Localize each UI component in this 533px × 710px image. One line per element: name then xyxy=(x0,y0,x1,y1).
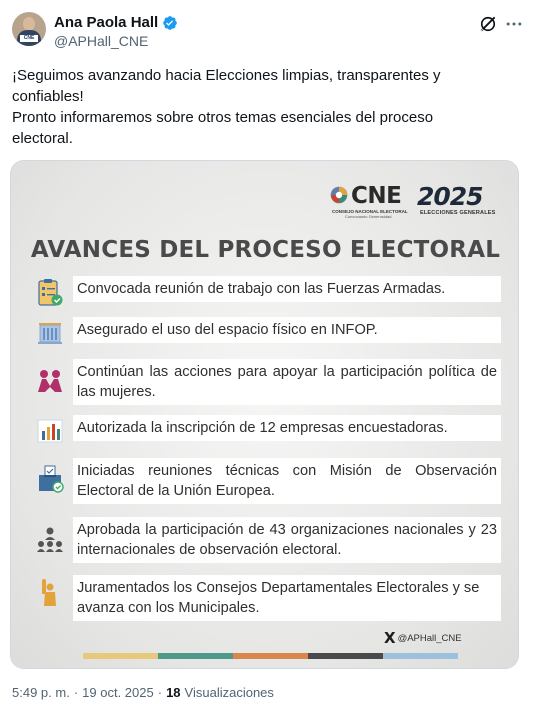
tweet-date[interactable]: 19 oct. 2025 xyxy=(82,685,154,700)
cne-logo-text: CNE xyxy=(351,183,402,209)
cne-logo-subtitle: CONSEJO NACIONAL ELECTORAL xyxy=(332,209,408,214)
tweet-line-2: Pronto informaremos sobre otros temas esenciales del proceso electoral. xyxy=(12,109,434,147)
item-text: Autorizada la inscripción de 12 empresas encuestadoras. xyxy=(73,415,501,441)
author-handle[interactable]: @APHall_CNE xyxy=(54,33,149,49)
views-label[interactable]: Visualizaciones xyxy=(184,685,274,700)
color-bar-segment xyxy=(308,653,383,659)
item-text: Juramentados los Consejos Departamentales Electorales y se avanza con los Municipales. xyxy=(73,575,501,621)
avatar-badge: CNE xyxy=(20,35,38,42)
item-text: Aprobada la participación de 43 organizaciones nacionales y 23 internacionales de observación electoral. xyxy=(73,517,501,563)
color-bar-segment xyxy=(83,653,158,659)
year-logo-subtitle: ELECCIONES GENERALES xyxy=(420,210,496,216)
elecciones-2025-logo xyxy=(417,182,496,219)
infographic-signature xyxy=(384,630,462,646)
item-text: Continúan las acciones para apoyar la participación política de las mujeres. xyxy=(73,359,501,405)
year-logo-text: 2025 xyxy=(417,182,483,211)
infographic-title: AVANCES DEL PROCESO ELECTORAL xyxy=(30,237,501,263)
tweet-media-image[interactable] xyxy=(10,160,519,669)
tweet-time[interactable]: 5:49 p. m. xyxy=(12,685,70,700)
people-network-icon xyxy=(35,525,65,555)
color-bar-segment xyxy=(383,653,458,659)
cne-logo-tagline: Convocando Generosidad xyxy=(345,214,392,219)
item-text: Convocada reunión de trabajo con las Fuerzas Armadas. xyxy=(73,276,501,302)
views-count[interactable]: 18 xyxy=(166,685,181,700)
tweet-meta xyxy=(12,685,274,700)
infographic xyxy=(11,161,519,669)
item-text: Iniciadas reuniones técnicas con Misión de Observación Electoral de la Unión Europea. xyxy=(73,458,501,504)
x-logo-icon: X xyxy=(384,629,396,647)
color-bar-segment xyxy=(233,653,308,659)
cne-logo xyxy=(329,183,425,219)
tweet-header xyxy=(12,12,521,52)
more-horizontal-icon[interactable] xyxy=(504,14,524,34)
women-icon xyxy=(35,366,65,396)
building-icon xyxy=(35,317,65,347)
item-text: Asegurado el uso del espacio físico en INFOP. xyxy=(73,317,501,343)
meta-separator: · xyxy=(157,685,163,700)
meta-separator: · xyxy=(73,685,79,700)
avatar[interactable] xyxy=(12,12,46,46)
tweet-line-1: ¡Seguimos avanzando hacia Elecciones limpias, transparentes y confiables! xyxy=(12,67,441,105)
color-bar xyxy=(83,653,458,659)
checklist-icon xyxy=(35,278,65,308)
color-bar-segment xyxy=(158,653,233,659)
grok-slash-icon[interactable] xyxy=(478,14,498,34)
tweet-text xyxy=(12,65,492,149)
swearing-in-icon xyxy=(35,578,65,608)
bar-chart-icon xyxy=(35,416,65,446)
verified-badge-icon[interactable] xyxy=(162,15,178,31)
ballot-box-icon xyxy=(35,464,65,494)
cne-emblem-icon xyxy=(329,185,349,205)
author-display-name[interactable]: Ana Paola Hall xyxy=(54,14,159,31)
signature-handle: @APHall_CNE xyxy=(397,632,462,644)
